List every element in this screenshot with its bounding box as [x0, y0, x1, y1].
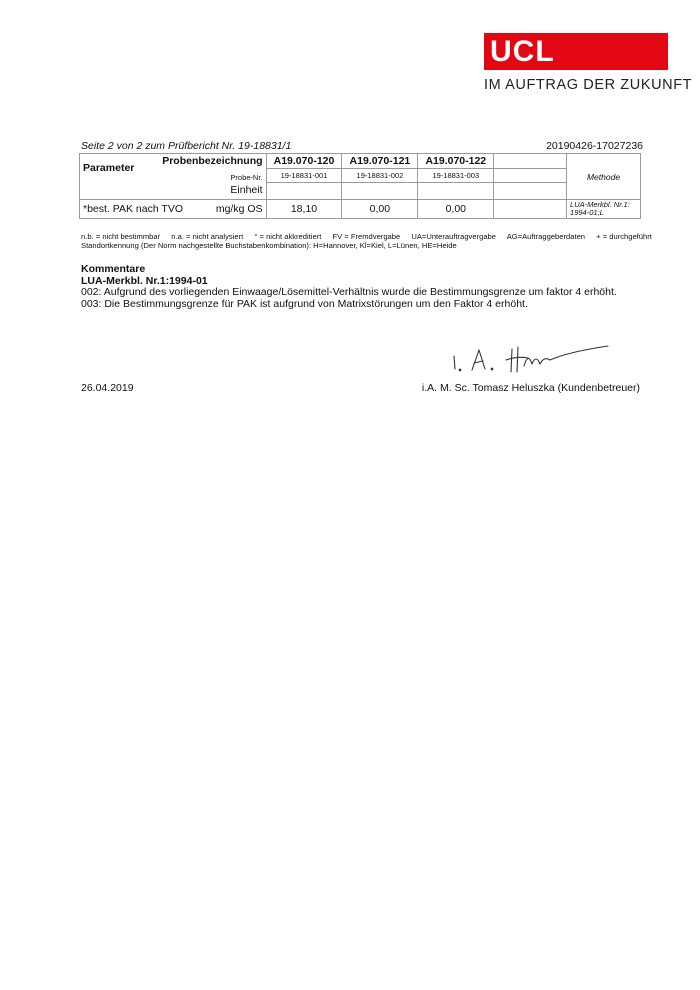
probe-nr-label: Probe-Nr.: [230, 173, 263, 183]
table-row: [80, 200, 641, 219]
signer-name: i.A. M. Sc. Tomasz Heluszka (Kundenbetreuer): [421, 382, 640, 394]
report-date: 26.04.2019: [81, 382, 134, 394]
methode-header-cell: [567, 154, 641, 200]
legend-item: FV = Fremdvergabe: [332, 232, 401, 241]
value-cell-3: 0,00: [418, 200, 494, 219]
table-header-row: [80, 154, 641, 169]
value-cell-1: 18,10: [266, 200, 342, 219]
results-table: [79, 153, 641, 219]
einheit-empty-4: [494, 183, 567, 200]
legend-item: AG=Auftraggeberdaten: [506, 232, 586, 241]
unit-value: mg/kg OS: [215, 203, 263, 215]
legend-item: UA=Unterauftragvergabe: [411, 232, 496, 241]
einheit-empty-3: [418, 183, 494, 200]
legend-line-2: Standortkennung (Der Norm nachgestellte Buchstabenkombination): H=Hannover, Kl=Kiel, L=Lünen, HE=Heide: [81, 240, 457, 250]
legend-item: + = durchgeführt: [596, 232, 652, 241]
page-info: Seite 2 von 2 zum Prüfbericht Nr. 19-18831/1: [81, 140, 292, 152]
parameter-label: Parameter: [83, 162, 135, 174]
report-id: 20190426-17027236: [546, 140, 643, 152]
comment-line: 003: Die Bestimmungsgrenze für PAK ist aufgrund von Matrixstörungen um den Faktor 4 erhöht.: [81, 297, 528, 310]
comment-line: 002: Aufgrund des vorliegenden Einwaage/Lösemittel-Verhältnis wurde die Bestimmungsgrenze um faktor 4 erhöht.: [81, 286, 617, 298]
probenbezeichnung-label: Probenbezeichnung: [162, 155, 263, 167]
probe-nr-2: 19-18831-002: [342, 169, 418, 183]
einheit-label: Einheit: [230, 184, 263, 197]
probe-nr-3: 19-18831-003: [418, 169, 494, 183]
parameter-name: *best. PAK nach TVO: [83, 203, 183, 215]
einheit-row: [80, 183, 641, 200]
comments-heading: Kommentare: [81, 263, 146, 275]
empty-probe-cell: [494, 169, 567, 183]
legend-item: n.a. = nicht analysiert: [171, 232, 244, 241]
parameter-cell: [80, 200, 267, 219]
sample-name-2: A19.070-121: [342, 154, 418, 169]
legend-item: n.b. = nicht bestimmbar: [81, 232, 161, 241]
comments-section: [81, 264, 617, 310]
legend-item: ° = nicht akkreditiert: [254, 232, 322, 241]
sample-name-1: A19.070-120: [266, 154, 342, 169]
value-cell-2: 0,00: [342, 200, 418, 219]
probe-nr-1: 19-18831-001: [266, 169, 342, 183]
methode-label: Methode: [586, 171, 621, 182]
method-cell: LUA-Merkbl. Nr.1: 1994-01;L: [567, 200, 641, 219]
sample-name-3: A19.070-122: [418, 154, 494, 169]
handwritten-signature: [448, 342, 616, 374]
empty-value-cell: [494, 200, 567, 219]
method-reference: LUA-Merkbl. Nr.1:1994-01: [81, 274, 208, 287]
einheit-empty-1: [266, 183, 342, 200]
logo-text: UCL: [490, 35, 555, 68]
einheit-empty-2: [342, 183, 418, 200]
ucl-logo: [484, 33, 668, 70]
empty-header-cell: [494, 154, 567, 169]
einheit-header-cell: [80, 173, 267, 200]
company-tagline: IM AUFTRAG DER ZUKUNFT: [484, 77, 693, 93]
abbreviation-legend: [81, 232, 652, 250]
